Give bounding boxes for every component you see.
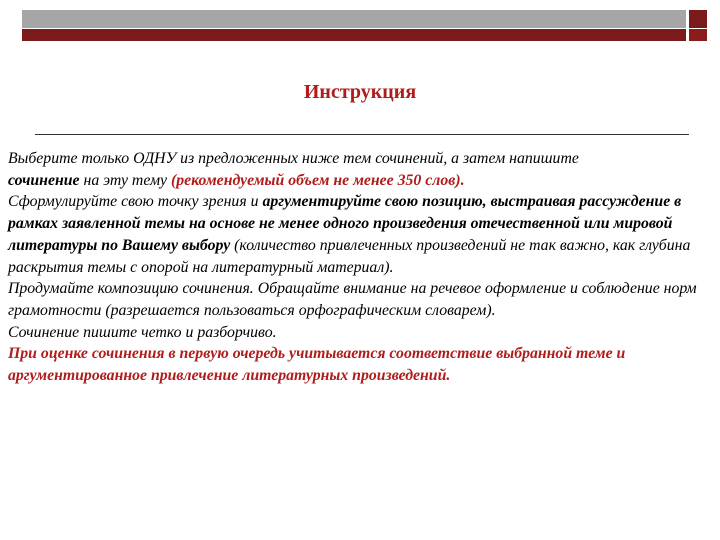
header-dark-band [22, 29, 686, 41]
para2-argument: аргументируйте свою позицию, выстраивая рассуждение в рамках заявленной темы на основе не менее одного произведения отечественной или мировой литературы по Вашему выбору [8, 193, 682, 254]
slide-title: Инструкция [303, 81, 417, 103]
para3: Продумайте композицию сочинения. Обращайте внимание на речевое оформление и соблюдение норм грамотности (разрешается пользоваться орфографическим словарем). [8, 280, 697, 319]
header-gray-band [22, 10, 686, 28]
para2-note: (количество привлеченных произведений не так важно, как глубина раскрытия темы с опорой на литературный материал). [8, 236, 691, 276]
corner-square-top [689, 10, 707, 28]
para1-volume: (рекомендуемый объем не менее 350 слов). [170, 171, 465, 189]
para5-evaluation: При оценке сочинения в первую очередь учитывается соответствие выбранной теме и аргументированное привлечение литературных произведений. [8, 345, 626, 385]
para4: Сочинение пишите четко и разборчиво. [8, 323, 277, 341]
corner-square-bottom [689, 29, 707, 41]
para1-topic: на эту тему [79, 171, 171, 189]
para1-line1: Выберите только ОДНУ из предложенных ниже тем сочинений, а затем напишите [8, 150, 579, 167]
title-divider [35, 134, 689, 135]
instruction-text [8, 148, 708, 387]
para1-essay-word: сочинение [8, 171, 80, 189]
para2-lead: Сформулируйте свою точку зрения и [8, 193, 263, 211]
